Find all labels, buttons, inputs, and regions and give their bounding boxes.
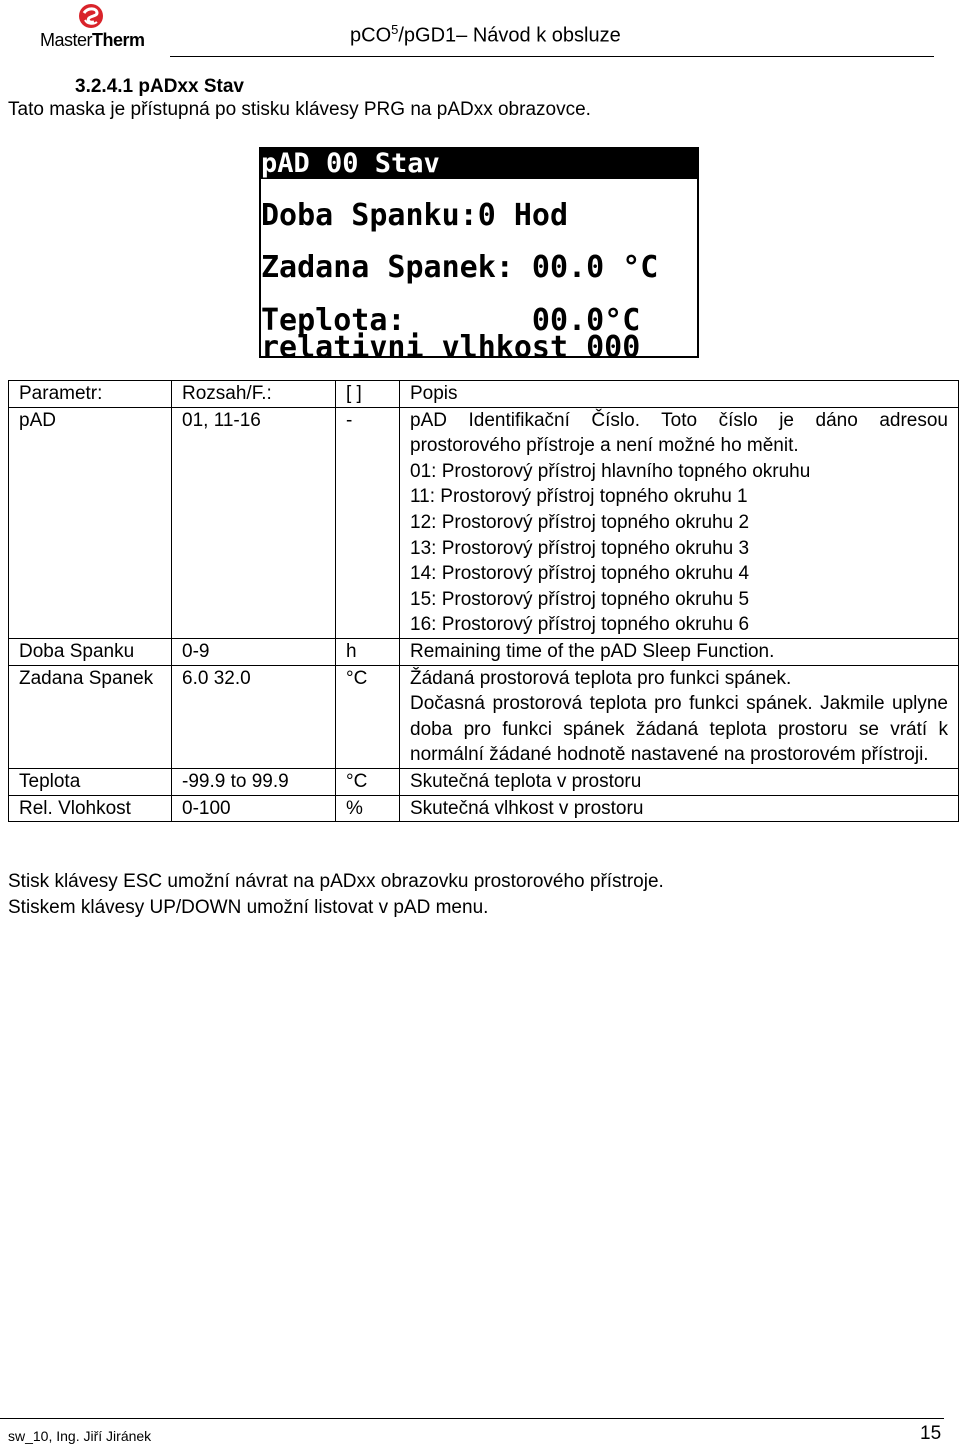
param-unit: - [336, 407, 400, 638]
description-line: prostorového přístroje a není možné ho měnit. [410, 435, 799, 457]
table-row [9, 795, 959, 822]
lcd-line-doba-spanku: Doba Spanku:0 Hod [261, 198, 569, 233]
param-range: 6.0 32.0 [172, 665, 336, 768]
param-range: -99.9 to 99.9 [172, 768, 336, 795]
param-range: 0-100 [172, 795, 336, 822]
lcd-line-teplota: Teplota: 00.0°C [261, 303, 641, 338]
logo-swirl-icon [38, 2, 158, 32]
footer-divider [0, 1418, 944, 1419]
section-heading: 3.2.4.1 pADxx Stav [75, 76, 244, 97]
page-number: 15 [920, 1423, 942, 1444]
param-description [400, 665, 959, 768]
table-header-row [9, 381, 959, 408]
param-name: Rel. Vlohkost [9, 795, 172, 822]
table-row [9, 638, 959, 665]
description-line: Dočasná prostorová teplota pro funkci spánek. Jakmile uplyne doba pro funkci spánek žádaná teplota prostoru se vrátí k normální žádané hodnotě nastavené na prostorovém přístroji. [410, 693, 948, 766]
table-row [9, 407, 959, 638]
description-line: Žádaná prostorová teplota pro funkci spánek. [410, 667, 792, 689]
param-description [400, 407, 959, 638]
param-description: Remaining time of the pAD Sleep Function. [400, 638, 959, 665]
list-item: 01: Prostorový přístroj hlavního topného okruhu [410, 460, 811, 482]
lcd-title-bar: pAD 00 Stav [261, 149, 697, 179]
list-item: 14: Prostorový přístroj topného okruhu 4 [410, 563, 750, 585]
intro-text: Tato maska je přístupná po stisku klávesy PRG na pADxx obrazovce. [8, 99, 591, 120]
param-range: 0-9 [172, 638, 336, 665]
header-rozsah: Rozsah/F.: [172, 381, 336, 408]
footer-author: sw_10, Ing. Jiří Jiránek [8, 1428, 152, 1444]
description-line: pAD Identifikační Číslo. Toto číslo je dáno adresou [410, 409, 948, 431]
param-unit: h [336, 638, 400, 665]
note-esc: Stisk klávesy ESC umožní návrat na pADxx obrazovku prostorového přístroje. [8, 871, 664, 892]
list-item: 15: Prostorový přístroj topného okruhu 5 [410, 588, 750, 610]
list-item: 12: Prostorový přístroj topného okruhu 2 [410, 511, 750, 533]
param-unit: % [336, 795, 400, 822]
list-item: 13: Prostorový přístroj topného okruhu 3 [410, 537, 750, 559]
param-unit: °C [336, 768, 400, 795]
header-divider [170, 56, 934, 57]
param-description: Skutečná teplota v prostoru [400, 768, 959, 795]
document-title: pCO$^5$/pGD1– Návod k obsluze [350, 22, 621, 47]
header-popis: Popis [400, 381, 959, 408]
list-item: 16: Prostorový přístroj topného okruhu 6 [410, 614, 750, 636]
table-row [9, 768, 959, 795]
header-unit: [ ] [336, 381, 400, 408]
param-range: 01, 11-16 [172, 407, 336, 638]
param-name: pAD [9, 407, 172, 638]
lcd-screen [259, 147, 699, 365]
param-name: Teplota [9, 768, 172, 795]
note-updown: Stiskem klávesy UP/DOWN umožní listovat v pAD menu. [8, 897, 489, 918]
parameter-table [8, 380, 959, 822]
masterterm-logo [38, 2, 158, 54]
lcd-line-vlhkost: relativni vlhkost 000 [261, 330, 641, 365]
lcd-line-zadana-spanek: Zadana Spanek: 00.0 °C [261, 250, 659, 285]
list-item: 11: Prostorový přístroj topného okruhu 1 [410, 486, 748, 508]
param-name: Doba Spanku [9, 638, 172, 665]
param-unit: °C [336, 665, 400, 768]
table-row [9, 665, 959, 768]
param-name: Zadana Spanek [9, 665, 172, 768]
header-parametr: Parametr: [9, 381, 172, 408]
logo-text: MasterTherm [40, 30, 145, 50]
param-description: Skutečná vlhkost v prostoru [400, 795, 959, 822]
page-header [0, 0, 960, 60]
